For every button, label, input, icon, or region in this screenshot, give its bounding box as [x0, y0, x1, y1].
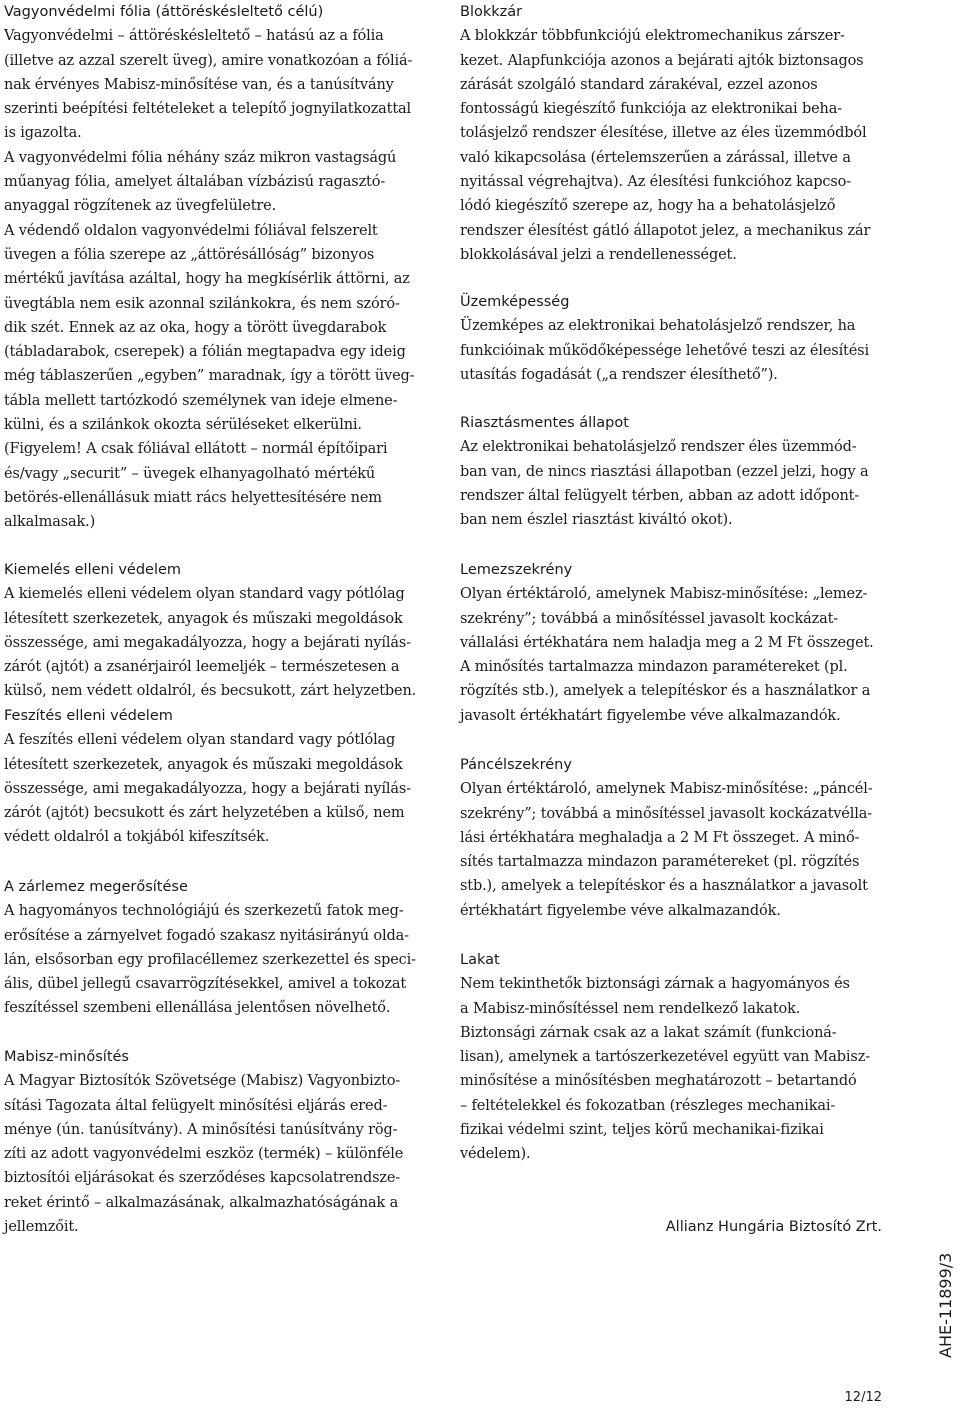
body-text-line: értékhatárt figyelembe véve alkalmazandók. — [460, 902, 781, 919]
body-text-line: Olyan értéktároló, amelynek Mabisz-minősítése: „páncél- — [460, 781, 873, 798]
body-text-line: Biztonsági zárnak csak az a lakat számít (funkcioná- — [460, 1024, 837, 1041]
section-lakat — [460, 948, 900, 1167]
section-pancelszekreny — [460, 753, 900, 923]
body-text-line: – feltételekkel és fokozatban (részleges mechanikai- — [460, 1097, 836, 1114]
body-text-line: rögzítés stb.), amelyek a telepítéskor és a használatkor a — [460, 683, 871, 700]
body-text-line: védelem). — [460, 1146, 531, 1163]
body-text-line: tábla mellett tartózkodó személynek van ideje elmene- — [4, 392, 398, 409]
body-text-line: Üzemképes az elektronikai behatolásjelző rendszer, ha — [460, 318, 856, 335]
body-text-line: A vagyonvédelmi fólia néhány száz mikron vastagságú — [4, 149, 397, 166]
body-text-line: lisan), amelynek a tartószerkezetével együtt van Mabisz- — [460, 1049, 870, 1066]
body-text-line: anyaggal rögzítenek az üvegfelületre. — [4, 198, 277, 215]
document-code: AHE-11899/3 — [936, 1252, 955, 1358]
body-text-line: Vagyonvédelmi – áttöréskésleltető – hatású az a fólia — [4, 28, 384, 45]
body-text-line: stb.), amelyek a telepítéskor és a használatkor a javasolt — [460, 878, 868, 895]
body-text-line: kezet. Alapfunkciója azonos a bejárati ajtók biztonsagos — [460, 52, 864, 69]
body-text-line: külső, nem védett oldalról, és becsukott, zárt helyzetben. — [4, 683, 417, 700]
section-heading: Mabisz-minősítés — [4, 1049, 129, 1065]
body-text-line: minősítése a minősítésben meghatározott – betartandó — [460, 1073, 857, 1090]
body-text-line: erősítése a zárnyelvet fogadó szakasz nyitásirányú olda- — [4, 927, 409, 944]
body-text-line: vállalási értékhatára nem haladja meg a 2 M Ft összeget. — [460, 634, 874, 651]
body-text-line: összessége, ami megakadályozza, hogy a bejárati nyílás- — [4, 780, 411, 797]
section-feszites — [4, 704, 416, 850]
body-text-line: (Figyelem! A csak fóliával ellátott – normál építőipari — [4, 441, 388, 458]
body-text-line: alkalmasak.) — [4, 514, 96, 531]
section-heading: A zárlemez megerősítése — [4, 879, 188, 895]
section-zarlemez — [4, 875, 416, 1021]
body-text-line: mértékű javítása azáltal, hogy ha megkísérlik áttörni, az — [4, 271, 410, 288]
body-text-line: zárót (ajtót) a zsanérjairól leemeljék – természetesen a — [4, 659, 400, 676]
section-mabisz — [4, 1045, 416, 1239]
body-text-line: feszítéssel szembeni ellenállása jelentősen növelhető. — [4, 1000, 391, 1017]
section-heading: Lakat — [460, 952, 500, 968]
section-heading: Páncélszekrény — [460, 757, 572, 773]
body-text-line: sítási Tagozata által felügyelt minősítési eljárás ered- — [4, 1097, 388, 1114]
body-text-line: védett oldalról a tokjából kifeszítsék. — [4, 829, 270, 846]
body-text-line: zárót (ajtót) becsukott és zárt helyzetében a külső, nem — [4, 805, 405, 822]
body-text-line: létesített szerkezetek, anyagok és műszaki megoldások — [4, 756, 403, 773]
body-text-line: betörés-ellenállásuk miatt rács helyettesítésére nem — [4, 489, 382, 506]
body-text-line: Olyan értéktároló, amelynek Mabisz-minősítése: „lemez- — [460, 586, 868, 603]
body-text-line: fontosságú kiegészítő funkciója az elektronikai beha- — [460, 101, 842, 118]
body-text-line: dik szét. Ennek az az oka, hogy a törött üvegdarabok — [4, 319, 387, 336]
body-text-line: A feszítés elleni védelem olyan standard vagy pótlólag — [4, 732, 396, 749]
body-text-line: külni, és a szilánkok okozta sérüléseket elkerülni. — [4, 417, 362, 434]
body-text-line: A kiemelés elleni védelem olyan standard vagy pótlólag — [4, 586, 405, 603]
section-heading: Vagyonvédelmi fólia (áttöréskésleltető célú) — [4, 4, 324, 20]
body-text-line: nak érvényes Mabisz-minősítése van, és a tanúsítvány — [4, 76, 394, 93]
company-signature: Allianz Hungária Biztosító Zrt. — [665, 1219, 882, 1235]
section-blokkzar — [460, 0, 900, 267]
body-text-line: lán, elsősorban egy profilacéllemez szerkezettel és speci- — [4, 951, 416, 968]
section-heading: Lemezszekrény — [460, 562, 573, 578]
body-text-line: létesített szerkezetek, anyagok és műszaki megoldások — [4, 610, 403, 627]
body-text-line: ban van, de nincs riasztási állapotban (ezzel jelzi, hogy a — [460, 463, 869, 480]
body-text-line: utasítás fogadását („a rendszer élesíthető”). — [460, 366, 778, 383]
body-text-line: még táblaszerűen „egyben” maradnak, így a törött üveg- — [4, 368, 415, 385]
body-text-line: zíti az adott vagyonvédelmi eszköz (termék) – különféle — [4, 1146, 404, 1163]
body-text-line: szekrény”; továbbá a minősítéssel javasolt kockázatvélla- — [460, 805, 872, 822]
body-text-line: ban nem észlel riasztást kiváltó okot). — [460, 512, 733, 529]
section-vagyonvedelmi-folia — [4, 0, 416, 535]
body-text-line: sítés tartalmazza mindazon paramétereket (pl. rögzítés — [460, 854, 860, 871]
body-text-line: üvegtábla nem esik azonnal szilánkokra, és nem szóró- — [4, 295, 400, 312]
body-text-line: fizikai védelmi szint, teljes körű mechanikai-fizikai — [460, 1122, 824, 1139]
body-text-line: A hagyományos technológiájú és szerkezetű fatok meg- — [4, 903, 404, 920]
section-heading: Üzemképesség — [460, 294, 570, 310]
section-heading: Feszítés elleni védelem — [4, 708, 173, 724]
body-text-line: lási értékhatára meghaladja a 2 M Ft összeget. A minő- — [460, 829, 860, 846]
section-kiemeles — [4, 558, 416, 704]
body-text-line: (illetve az azzal szerelt üveg), amire vonatkozóan a fóliá- — [4, 52, 413, 69]
section-uzemkepesseg — [460, 290, 900, 387]
body-text-line: Nem tekinthetők biztonsági zárnak a hagyományos és — [460, 976, 850, 993]
section-heading: Blokkzár — [460, 4, 523, 20]
body-text-line: javasolt értékhatárt figyelembe véve alkalmazandók. — [460, 707, 841, 724]
body-text-line: szekrény”; továbbá a minősítéssel javasolt kockázat- — [460, 610, 839, 627]
body-text-line: (tábladarabok, cserepek) a fólián megtapadva egy ideig — [4, 344, 406, 361]
body-text-line: rendszer élesítést gátló állapotot jelez, a mechanikus zár — [460, 222, 871, 239]
body-text-line: A védendő oldalon vagyonvédelmi fóliával felszerelt — [4, 222, 378, 239]
body-text-line: nyitással végrehajtva). Az élesítési funkcióhoz kapcso- — [460, 174, 851, 191]
body-text-line: műanyag fólia, amelyet általában vízbázisú ragasztó- — [4, 174, 386, 191]
body-text-line: rendszer által felügyelt térben, abban az adott időpont- — [460, 487, 860, 504]
body-text-line: ménye (ún. tanúsítvány). A minősítési tanúsítvány rög- — [4, 1121, 398, 1138]
section-heading: Kiemelés elleni védelem — [4, 562, 182, 578]
page-number: 12/12 — [844, 1390, 882, 1405]
body-text-line: és/vagy „securit” – üvegek elhanyagolható mértékű — [4, 465, 376, 482]
body-text-line: is igazolta. — [4, 125, 82, 142]
body-text-line: A blokkzár többfunkciójú elektromechanikus zárszer- — [460, 28, 845, 45]
section-heading: Riasztásmentes állapot — [460, 415, 629, 431]
body-text-line: Az elektronikai behatolásjelző rendszer éles üzemmód- — [460, 439, 857, 456]
body-text-line: jellemzőit. — [4, 1219, 79, 1236]
body-text-line: összessége, ami megakadályozza, hogy a bejárati nyílás- — [4, 634, 411, 651]
body-text-line: zárását szolgáló standard zárakéval, ezzel azonos — [460, 76, 818, 93]
body-text-line: blokkolásával jelzi a rendellenességet. — [460, 246, 737, 263]
body-text-line: reket érintő – alkalmazásának, alkalmazhatóságának a — [4, 1194, 399, 1211]
body-text-line: funkcióinak működőképessége lehetővé teszi az élesítési — [460, 342, 869, 359]
body-text-line: biztosítói eljárásokat és szerződéses kapcsolatrendsze- — [4, 1170, 401, 1187]
section-riasztasmentes — [460, 411, 900, 532]
body-text-line: ális, dübel jellegű csavarrögzítésekkel, amivel a tokozat — [4, 976, 407, 993]
body-text-line: tolásjelző rendszer élesítése, illetve az éles üzemmódból — [460, 125, 867, 142]
body-text-line: üvegen a fólia szerepe az „áttörésállóság” bizonyos — [4, 246, 375, 263]
body-text-line: szerinti beépítési feltételeket a telepítő jognyilatkozattal — [4, 101, 412, 118]
section-lemezszekreny — [460, 558, 900, 728]
body-text-line: A minősítés tartalmazza mindazon paramétereket (pl. — [460, 659, 848, 676]
body-text-line: A Magyar Biztosítók Szövetsége (Mabisz) Vagyonbizto- — [4, 1073, 401, 1090]
body-text-line: való kikapcsolása (értelemszerűen a zárással, illetve a — [460, 149, 851, 166]
body-text-line: lódó kiegészítő szerepe az, hogy ha a behatolásjelző — [460, 198, 836, 215]
body-text-line: a Mabisz-minősítéssel nem rendelkező lakatok. — [460, 1000, 801, 1017]
